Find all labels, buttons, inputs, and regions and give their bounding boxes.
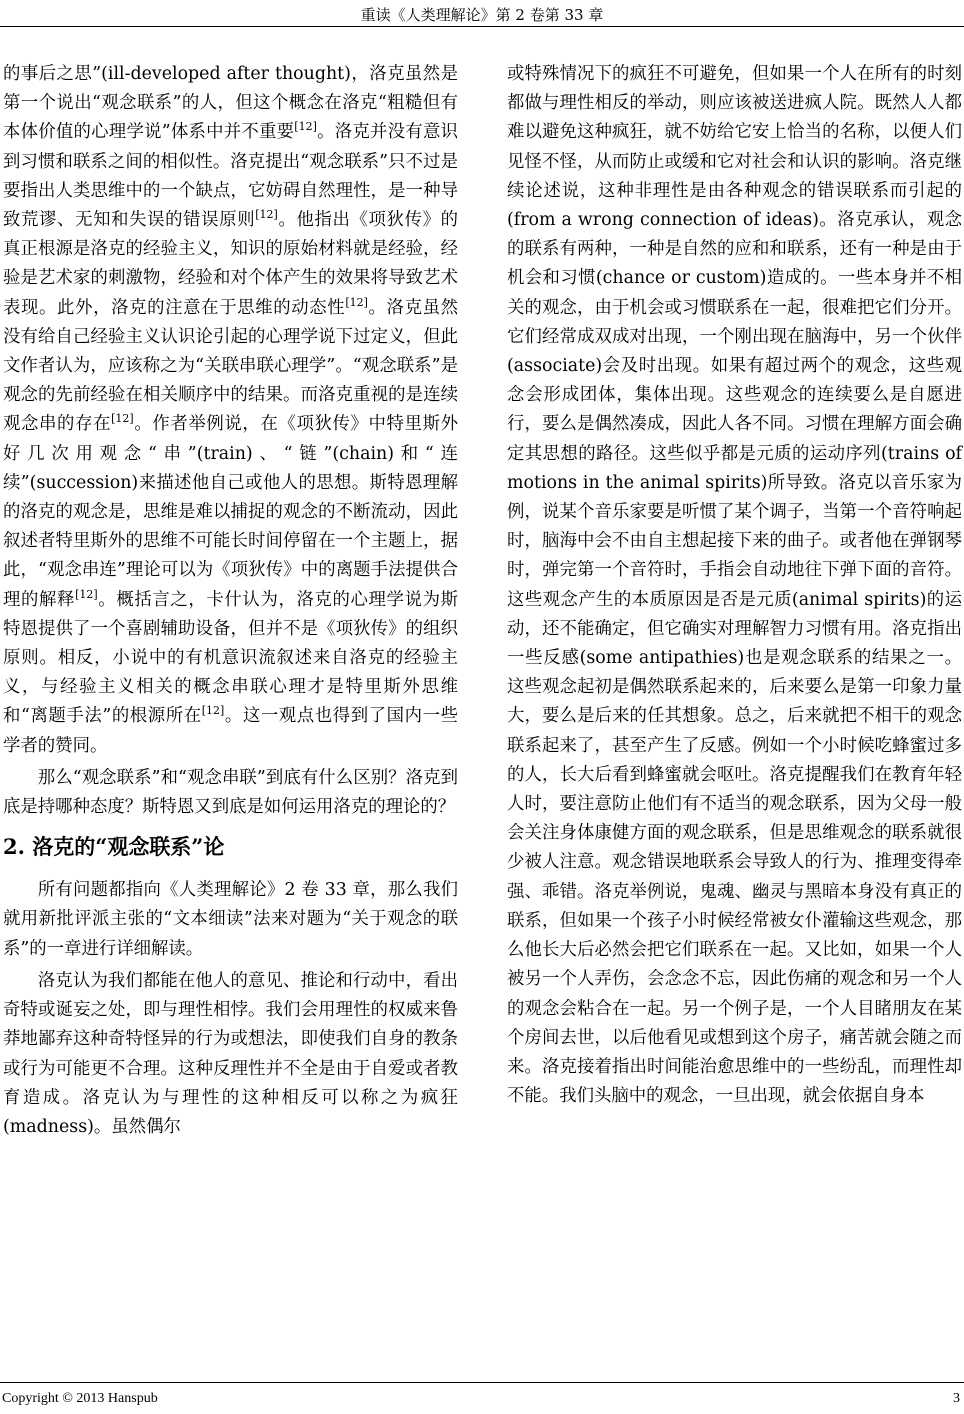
paragraph: 的事后之思”(ill-developed after thought)，洛克虽然是第一个说出“观念联系”的人，但这个概念在洛克“粗糙但有本体价值的心理学说”体系中并不重要[12]。洛克并没有意识到习惯和联系之间的相似性。洛克提出“观念联系”只不过是要指出人类思维中的一个缺点，它妨碍自然理性，是一种导致荒谬、无知和失误的错误原则[12]。他指出《项狄传》的真正根源是洛克的经验主义，知识的原始材料就是经验，经验是艺术家的刺激物，经验和对个体产生的效果将导致艺术表现。此外，洛克的注意在于思维的动态性[12]。洛克虽然没有给自己经验主义认识论引起的心理学说下过定义，但此文作者认为，应该称之为“关联串联心理学”。“观念联系”是观念的先前经验在相关顺序中的结果。而洛克重视的是连续观念串的存在[12]。作者举例说，在《项狄传》中特里斯外好几次用观念“串”(train)、“链”(chain)和“连续”(succession)来描述他自己或他人的思想。斯特恩理解的洛克的观念是，思维是难以捕捉的观念的不断流动，因此叙述者特里斯外的思维不可能长时间停留在一个主题上，据此，“观念串连”理论可以为《项狄传》中的离题手法提供合理的解释[12]。概括言之，卡什认为，洛克的心理学说为斯特恩提供了一个喜剧辅助设备，但并不是《项狄传》的组织原则。相反，小说中的有机意识流叙述来自洛克的经验主义，与经验主义相关的概念串联心理才是特里斯外思维和“离题手法”的根源所在[12]。这一观点也得到了国内一些学者的赞同。 xyxy=(3,64,458,756)
running-header: 重读《人类理解论》第 2 卷第 33 章 xyxy=(360,6,604,24)
citation: [12] xyxy=(201,704,225,718)
citation: [12] xyxy=(75,587,98,601)
right-column xyxy=(507,60,962,1114)
copyright: Copyright © 2013 Hanspub xyxy=(2,1391,158,1406)
citation: [12] xyxy=(111,412,134,426)
citation: [12] xyxy=(345,295,368,309)
footer-rule xyxy=(0,1382,964,1383)
section-heading: 2. 洛克的“观念联系”论 xyxy=(3,834,225,860)
paragraph: 那么“观念联系”和“观念串联”到底有什么区别？洛克到底是持哪种态度？斯特恩又到底是如何运用洛克的理论的？ xyxy=(3,767,458,818)
paragraph: 所有问题都指向《人类理解论》2 卷 33 章，那么我们就用新批评派主张的“文本细读”法来对题为“关于观念的联系”的一章进行详细解读。 xyxy=(3,880,458,959)
paragraph: 或特殊情况下的疯狂不可避免，但如果一个人在所有的时刻都做与理性相反的举动，则应该被送进疯人院。既然人人都难以避免这种疯狂，就不妨给它安上恰当的名称，以便人们见怪不怪，从而防止或缓和它对社会和认识的影响。洛克继续论述说，这种非理性是由各种观念的错误联系而引起的(from a wrong connection of ideas)。洛克承认，观念的联系有两种，一种是自然的应和和联系，还有一种是由于机会和习惯(chance or custom)造成的。一些本身并不相关的观念，由于机会或习惯联系在一起，很难把它们分开。它们经常成双成对出现，一个刚出现在脑海中，另一个伙伴(associate)会及时出现。如果有超过两个的观念，这些观念会形成团体，集体出现。这些观念的连续要么是自愿进行，要么是偶然凑成，因此人各不同。习惯在理解方面会确定其思想的路径。这些似乎都是元质的运动序列(trains of motions in the animal spirits)所导致。洛克以音乐家为例，说某个音乐家要是听惯了某个调子，当第一个音符响起时，脑海中会不由自主想起接下来的曲子。或者他在弹钢琴时，弹完第一个音符时，手指会自动地往下弹下面的音符。这些观念产生的本质原因是否是元质(animal spirits)的运动，还不能确定，但它确实对理解智力习惯有用。洛克指出一些反感(some antipathies)也是观念联系的结果之一。这些观念起初是偶然联系起来的，后来要么是第一印象力量大，要么是后来的任其想象。总之，后来就把不相干的观念联系起来了，甚至产生了反感。例如一个小时候吃蜂蜜过多的人，长大后看到蜂蜜就会呕吐。洛克提醒我们在教育年轻人时，要注意防止他们有不适当的观念联系，因为父母一般会关注身体康健方面的观念联系，但是思维观念的联系就很少被人注意。观念错误地联系会导致人的行为、推理变得牵强、乖错。洛克举例说，鬼魂、幽灵与黑暗本身没有真正的联系，但如果一个孩子小时候经常被女仆灌输这些观念，那么他长大后必然会把它们联系在一起。又比如，如果一个人被另一个人弄伤，会念念不忘，因此伤痛的观念和另一个人的观念会粘合在一起。另一个例子是，一个人目睹朋友在某个房间去世，以后他看见或想到这个房子，痛苦就会随之而来。洛克接着指出时间能治愈思维中的一些纷乱，而理性却不能。我们头脑中的观念，一旦出现，就会依据自身本 xyxy=(507,64,962,1107)
citation: [12] xyxy=(294,120,317,134)
page-number: 3 xyxy=(953,1391,960,1406)
paragraph: 洛克认为我们都能在他人的意见、推论和行动中，看出奇特或诞妄之处，即与理性相悖。我们会用理性的权威来鲁莽地鄙弃这种奇特怪异的行为或想法，即使我们自身的教条或行为可能更不合理。这种反理性并不全是由于自爱或者教育造成。洛克认为与理性的这种相反可以称之为疯狂(madness)。虽然偶尔 xyxy=(3,970,458,1137)
header-rule xyxy=(0,26,964,27)
citation: [12] xyxy=(255,208,278,222)
left-column xyxy=(3,60,458,1145)
